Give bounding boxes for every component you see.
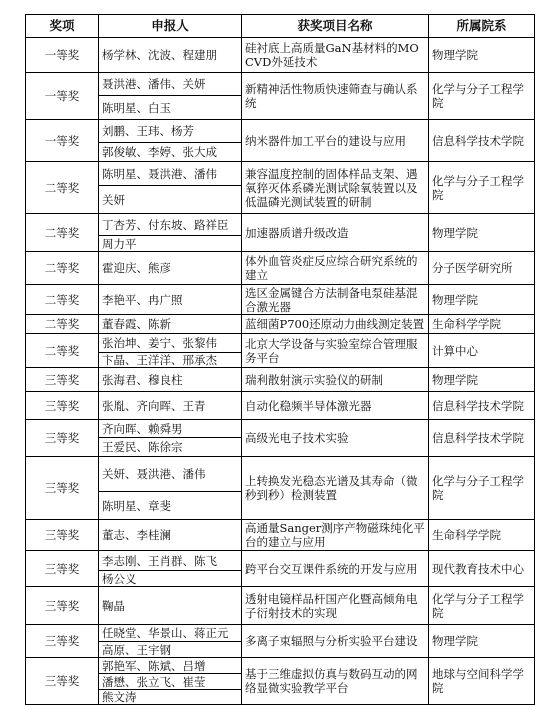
project-cell: 基于三维虚拟仿真与数码互动的网络显微实验教学平台 — [242, 658, 429, 705]
dept-cell: 化学与分子工程学院 — [429, 587, 535, 625]
applicants-cell: 张海君、穆良柱 — [99, 368, 242, 392]
table-row — [26, 120, 535, 143]
dept-cell: 物理学院 — [429, 214, 535, 252]
project-cell: 自动化稳频半导体激光器 — [242, 392, 429, 420]
applicants-cell: 陈明星、章斐 — [99, 492, 242, 520]
project-cell: 高级光电子技术实验 — [242, 420, 429, 457]
awards-table — [25, 14, 535, 705]
header-applicants: 申报人 — [99, 15, 242, 38]
applicants-cell: 郭俊敏、李婷、张大成 — [99, 143, 242, 162]
applicants-cell: 董春霞、陈新 — [99, 315, 242, 334]
prize-cell: 一等奖 — [26, 38, 99, 73]
awards-body — [26, 38, 535, 705]
applicants-cell: 李志刚、王肖群、陈飞 — [99, 551, 242, 571]
prize-cell: 一等奖 — [26, 120, 99, 162]
prize-cell: 三等奖 — [26, 658, 99, 705]
applicants-cell: 郭艳军、陈斌、吕增 — [99, 658, 242, 674]
applicants-cell: 杨公义 — [99, 571, 242, 587]
table-row — [26, 73, 535, 96]
prize-cell: 二等奖 — [26, 162, 99, 214]
prize-cell: 三等奖 — [26, 587, 99, 625]
applicants-cell: 齐向晖、赖舜男 — [99, 420, 242, 438]
prize-cell: 一等奖 — [26, 73, 99, 120]
prize-cell: 三等奖 — [26, 420, 99, 457]
applicants-cell: 卞晶、王洋洋、邢承杰 — [99, 353, 242, 368]
project-cell: 选区金属键合方法制备电泵硅基混合激光器 — [242, 285, 429, 315]
applicants-cell: 刘鹏、王玮、杨芳 — [99, 120, 242, 143]
table-row — [26, 392, 535, 420]
dept-cell: 物理学院 — [429, 38, 535, 73]
table-row — [26, 334, 535, 353]
applicants-cell: 霍迎庆、熊彦 — [99, 252, 242, 285]
project-cell: 上转换发光稳态光谱及其寿命（微秒到秒）检测装置 — [242, 457, 429, 520]
prize-cell: 三等奖 — [26, 368, 99, 392]
dept-cell: 信息科学技术学院 — [429, 120, 535, 162]
dept-cell: 化学与分子工程学院 — [429, 457, 535, 520]
dept-cell: 物理学院 — [429, 625, 535, 658]
project-cell: 硅衬底上高质量GaN基材料的MOCVD外延技术 — [242, 38, 429, 73]
dept-cell: 信息科学技术学院 — [429, 392, 535, 420]
applicants-cell: 任晓堂、华景山、蒋正元 — [99, 625, 242, 642]
dept-cell: 计算中心 — [429, 334, 535, 368]
project-cell: 高通量Sanger测序产物磁珠纯化平台的建立与应用 — [242, 520, 429, 551]
dept-cell: 地球与空间科学学院 — [429, 658, 535, 705]
table-row — [26, 38, 535, 73]
table-row — [26, 214, 535, 236]
header-project: 获奖项目名称 — [242, 15, 429, 38]
prize-cell: 二等奖 — [26, 214, 99, 252]
applicants-cell: 张胤、齐向晖、王青 — [99, 392, 242, 420]
dept-cell: 化学与分子工程学院 — [429, 162, 535, 214]
applicants-cell: 鞠晶 — [99, 587, 242, 625]
prize-cell: 三等奖 — [26, 625, 99, 658]
project-cell: 新精神活性物质快速筛查与确认系统 — [242, 73, 429, 120]
header-row — [26, 15, 535, 38]
applicants-cell: 王爱民、陈徐宗 — [99, 438, 242, 457]
project-cell: 瑞利散射演示实验仪的研制 — [242, 368, 429, 392]
table-row — [26, 368, 535, 392]
table-row — [26, 162, 535, 186]
prize-cell: 三等奖 — [26, 551, 99, 587]
applicants-cell: 张治坤、姜宁、张黎伟 — [99, 334, 242, 353]
prize-cell: 三等奖 — [26, 457, 99, 520]
applicants-cell: 李艳平、冉广照 — [99, 285, 242, 315]
table-row — [26, 285, 535, 315]
applicants-cell: 聂洪港、潘伟、关妍 — [99, 73, 242, 96]
applicants-cell: 潘懋、张立飞、崔莹 — [99, 674, 242, 690]
table-row — [26, 457, 535, 492]
project-cell: 体外血管炎症反应综合研究系统的建立 — [242, 252, 429, 285]
applicants-cell: 熊文涛 — [99, 690, 242, 705]
table-row — [26, 625, 535, 642]
applicants-cell: 陈明星、白玉 — [99, 96, 242, 120]
dept-cell: 生命科学学院 — [429, 315, 535, 334]
prize-cell: 二等奖 — [26, 252, 99, 285]
table-row — [26, 315, 535, 334]
project-cell: 兼容温度控制的固体样品支架、遇氧猝灭体系磷光测试除氧装置以及低温磷光测试装置的研制 — [242, 162, 429, 214]
table-row — [26, 252, 535, 285]
prize-cell: 二等奖 — [26, 285, 99, 315]
applicants-cell: 周力平 — [99, 236, 242, 252]
project-cell: 蓝细菌P700还原动力曲线测定装置 — [242, 315, 429, 334]
prize-cell: 二等奖 — [26, 315, 99, 334]
applicants-cell: 杨学林、沈波、程建朋 — [99, 38, 242, 73]
dept-cell: 分子医学研究所 — [429, 252, 535, 285]
header-prize: 奖项 — [26, 15, 99, 38]
dept-cell: 化学与分子工程学院 — [429, 73, 535, 120]
applicants-cell: 董志、李桂澜 — [99, 520, 242, 551]
project-cell: 跨平台交互课件系统的开发与应用 — [242, 551, 429, 587]
table-row — [26, 520, 535, 551]
table-row — [26, 587, 535, 625]
table-row — [26, 420, 535, 438]
table-row — [26, 551, 535, 571]
project-cell: 透射电镜样品杆国产化暨高倾角电子衍射技术的实现 — [242, 587, 429, 625]
dept-cell: 生命科学学院 — [429, 520, 535, 551]
project-cell: 多离子束辐照与分析实验平台建设 — [242, 625, 429, 658]
header-dept: 所属院系 — [429, 15, 535, 38]
applicants-cell: 关妍 — [99, 186, 242, 214]
applicants-cell: 丁杏芳、付东坡、路祥臣 — [99, 214, 242, 236]
dept-cell: 信息科学技术学院 — [429, 420, 535, 457]
dept-cell: 物理学院 — [429, 285, 535, 315]
dept-cell: 现代教育技术中心 — [429, 551, 535, 587]
prize-cell: 三等奖 — [26, 520, 99, 551]
project-cell: 加速器质谱升级改造 — [242, 214, 429, 252]
prize-cell: 二等奖 — [26, 334, 99, 368]
applicants-cell: 陈明星、聂洪港、潘伟 — [99, 162, 242, 186]
applicants-cell: 高原、王宇钢 — [99, 642, 242, 658]
project-cell: 纳米器件加工平台的建设与应用 — [242, 120, 429, 162]
prize-cell: 三等奖 — [26, 392, 99, 420]
table-row — [26, 658, 535, 674]
dept-cell: 物理学院 — [429, 368, 535, 392]
project-cell: 北京大学设备与实验室综合管理服务平台 — [242, 334, 429, 368]
applicants-cell: 关妍、聂洪港、潘伟 — [99, 457, 242, 492]
